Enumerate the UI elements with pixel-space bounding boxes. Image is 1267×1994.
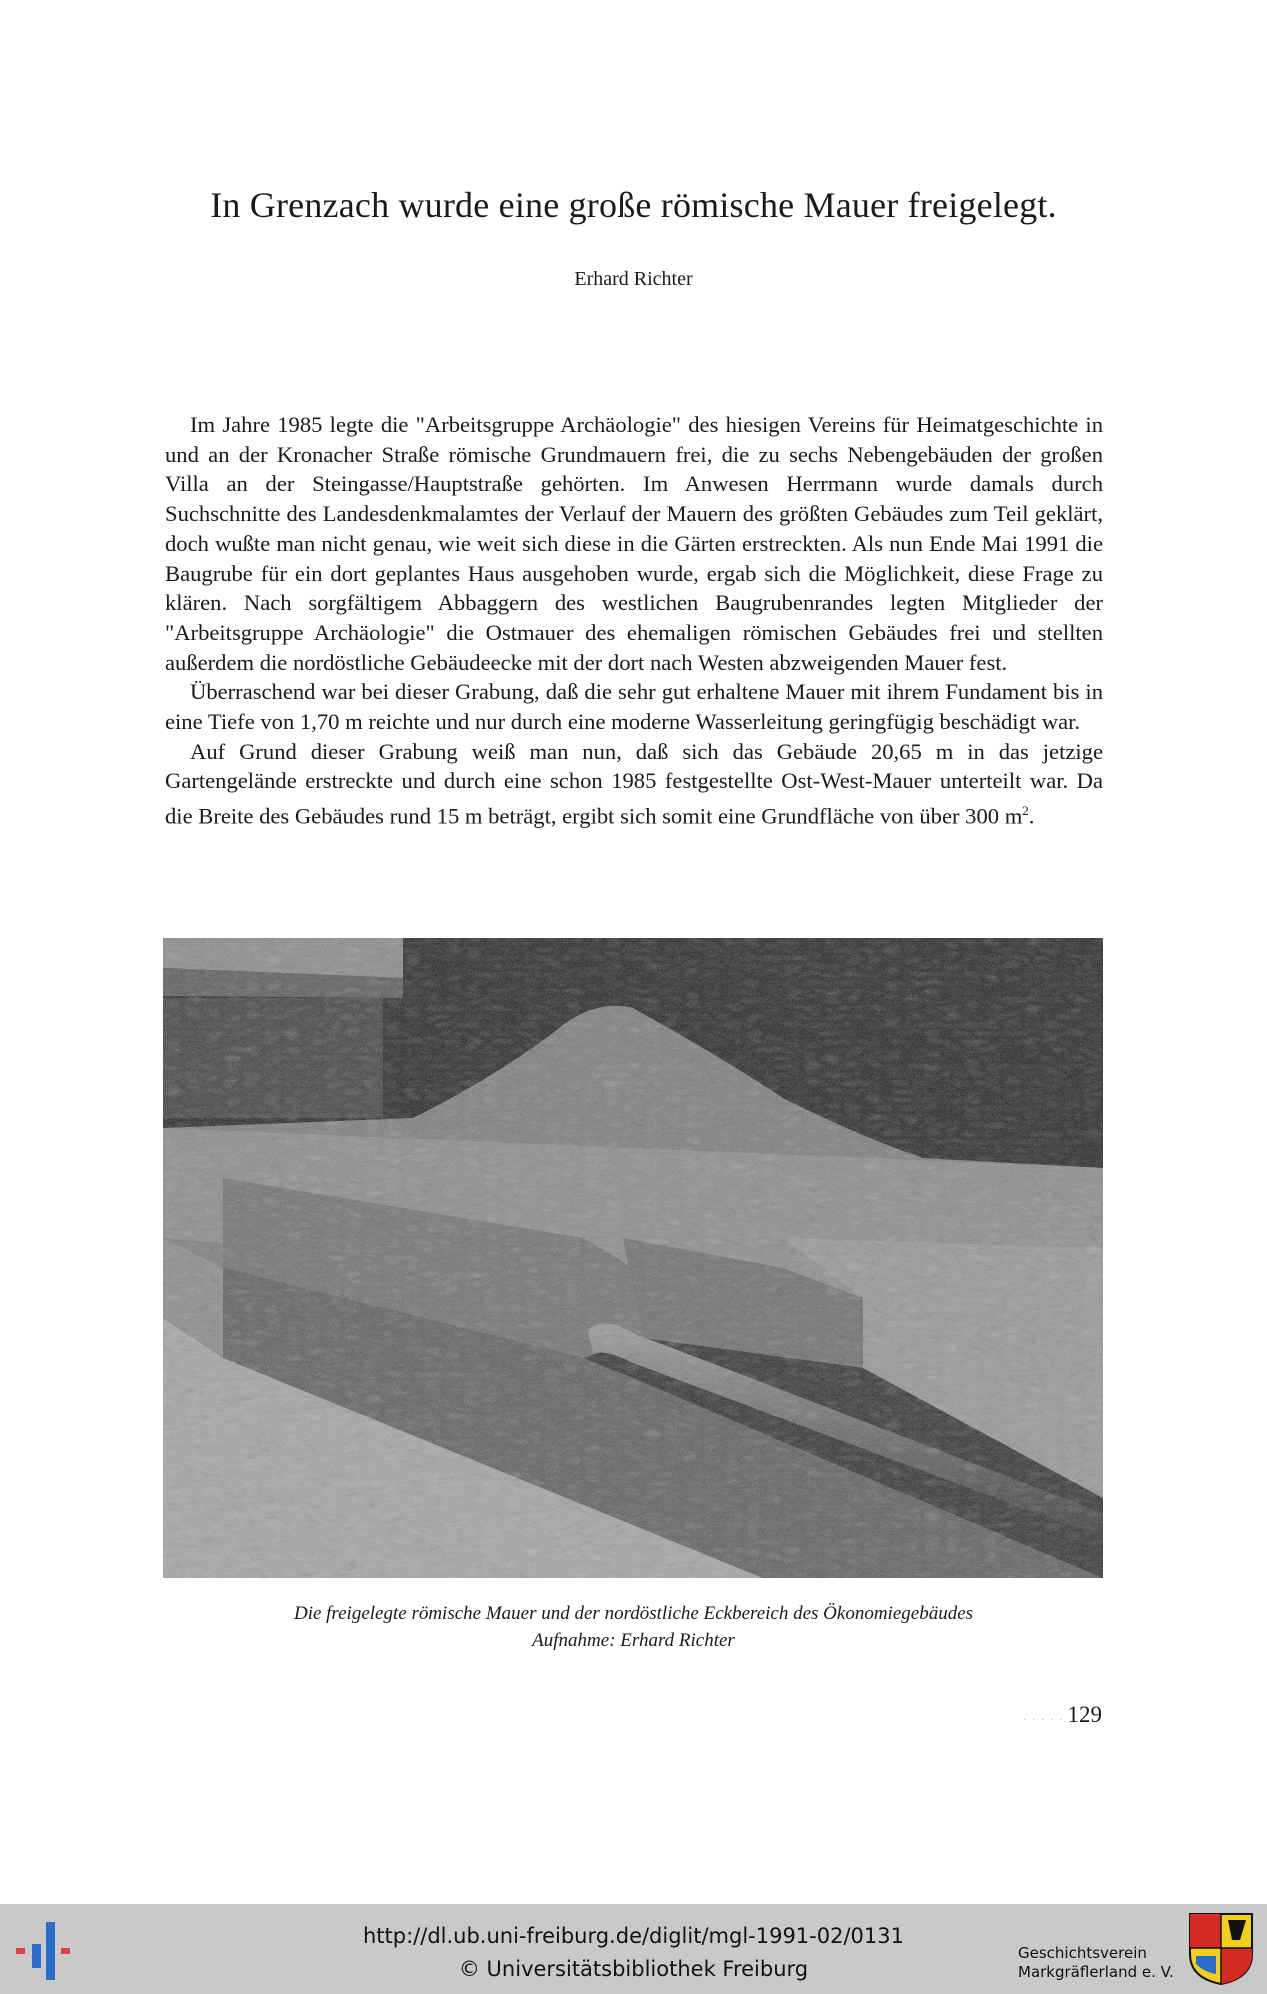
photo-credit: Aufnahme: Erhard Richter bbox=[532, 1630, 735, 1651]
excavation-photo bbox=[163, 938, 1103, 1578]
article-body bbox=[165, 410, 1103, 831]
superscript: 2 bbox=[1022, 803, 1029, 819]
author-name: Erhard Richter bbox=[574, 268, 693, 290]
paragraph: Im Jahre 1985 legte die "Arbeitsgruppe Archäologie" des hiesigen Vereins für Heimatgeschichte in und an der Kronacher Straße römische Grundmauern frei, die zu sechs Nebengebäuden der großen Villa an der Steingasse/Hauptstraße gehörten. Im Anwesen Herrmann wurde damals durch Suchschnitte des Landesdenkmalamtes der Verlauf der Mauern des größten Gebäudes zum Teil geklärt, doch wußte man nicht genau, wie weit sich diese in die Gärten erstreckten. Als nun Ende Mai 1991 die Baugrube für ein dort geplantes Haus ausgehoben wurde, ergab sich die Möglichkeit, diese Frage zu klären. Nach sorgfältigem Abbaggern des westlichen Baugrubenrandes legten Mitglieder der "Arbeitsgruppe Archäologie" die Ostmauer des ehemaligen römischen Gebäudes frei und stellten außerdem die nordöstliche Gebäudeecke mit der dort nach Westen abzweigenden Mauer fest. bbox=[165, 412, 1103, 675]
society-line: Geschichtsverein bbox=[1018, 1944, 1147, 1962]
society-name bbox=[1018, 1944, 1188, 1982]
paragraph-end: . bbox=[1028, 803, 1035, 829]
page-number: . . . . . 129 bbox=[1023, 1702, 1102, 1727]
paragraph: Überraschend war bei dieser Grabung, daß die sehr gut erhaltene Mauer mit ihrem Fundament bis in eine Tiefe von 1,70 m reichte und nur durch eine moderne Wasserleitung geringfügig beschädigt war. bbox=[165, 679, 1103, 735]
caption-line: Die freigelegte römische Mauer und der nordöstliche Eckbereich des Ökonomiegebäudes bbox=[293, 1603, 974, 1624]
footer-url[interactable]: http://dl.ub.uni-freiburg.de/diglit/mgl-1991-02/0131 bbox=[362, 1924, 904, 1948]
page-number-value: 129 bbox=[1067, 1702, 1102, 1727]
figure-caption bbox=[0, 1600, 1267, 1654]
paragraph-text: Auf Grund dieser Grabung weiß man nun, daß sich das Gebäude 20,65 m in das jetzige Gartengelände erstreckte und durch eine schon 1985 festgestellte Ost-West-Mauer unterteilt war. Da die Breite des Gebäudes rund 15 m beträgt, ergibt sich somit eine Grundfläche von über 300 m bbox=[165, 738, 1103, 829]
society-crest-icon bbox=[1188, 1912, 1254, 1986]
paragraph bbox=[165, 737, 1103, 832]
footer-copyright: © Universitätsbibliothek Freiburg bbox=[458, 1957, 809, 1981]
society-line: Markgräflerland e. V. bbox=[1018, 1963, 1174, 1981]
footer-bar bbox=[0, 1904, 1267, 1994]
page-title: In Grenzach wurde eine große römische Mauer freigelegt. bbox=[210, 185, 1057, 225]
